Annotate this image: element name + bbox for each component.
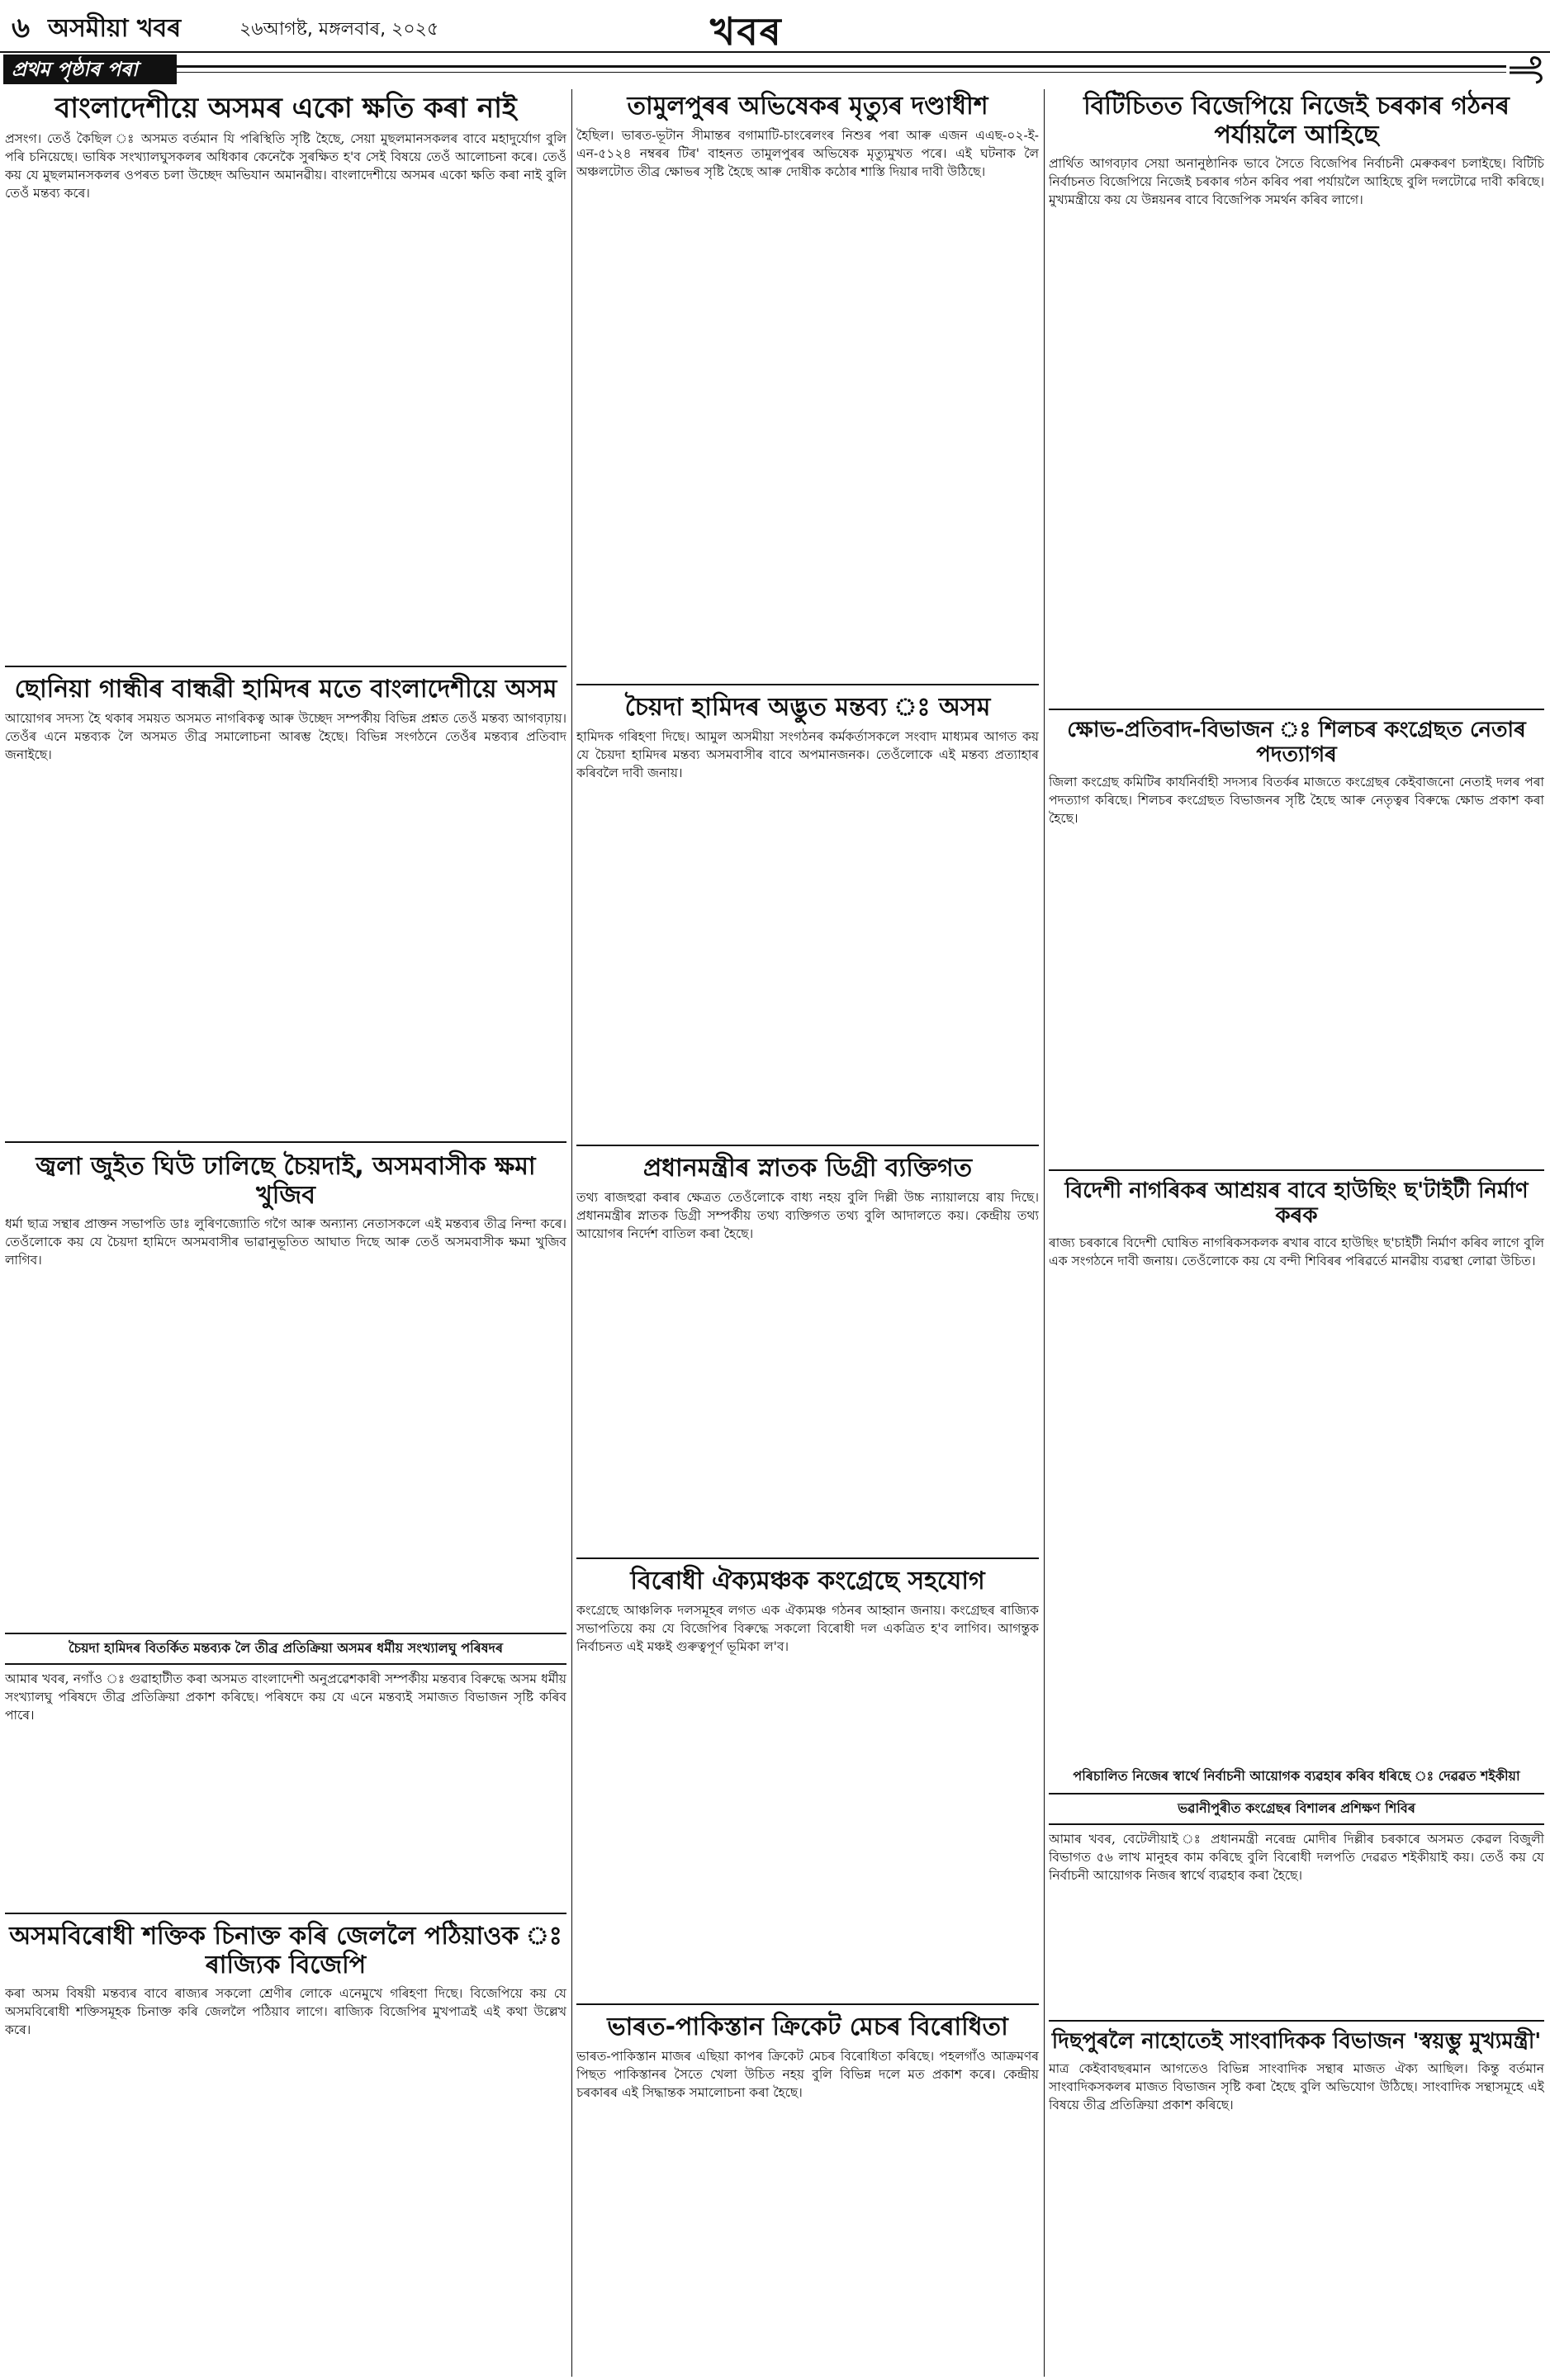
curled-arrow-icon [1508,55,1546,84]
article-opposition-unity [576,1564,1039,1994]
article-bangladeshi [5,89,566,659]
headline: বিটিচিতত বিজেপিয়ে নিজেই চৰকাৰ গঠনৰ পৰ্যায়লৈ আহিছে [1083,92,1510,149]
article-dispur-journalists [1049,2027,1544,2373]
headline: বিদেশী নাগৰিকৰ আশ্ৰয়ৰ বাবে হাউছিং ছ'টাইটী নিৰ্মাণ কৰক [1064,1178,1529,1228]
article-bjp [5,1919,566,2373]
band-rule [177,65,1506,68]
headline: ক্ষোভ-প্ৰতিবাদ-বিভাজন ঃ শিলচৰ কংগ্ৰেছত নেতাৰ পদত্যাগৰ [1067,718,1526,767]
kicker-headline: চৈয়দা হামিদৰ বিতৰ্কিত মন্তব্যক লৈ তীব্ৰ প্ৰতিক্ৰিয়া অসমৰ ধৰ্মীয় সংখ্যালঘু পৰিষদৰ [5,1633,566,1665]
article-body: জিলা কংগ্ৰেছ কমিটিৰ কাৰ্যনিৰ্বাহী সদস্যৰ বিতৰ্কৰ মাজতে কংগ্ৰেছৰ কেইবাজনো নেতাই দলৰ পৰা পদত্যাগ কৰিছে। শিলচৰ কংগ্ৰেছত বিভাজনৰ সৃষ্টি হৈছে আৰু নেতৃত্বৰ বিৰুদ্ধে ক্ষোভ প্ৰকাশ কৰা হৈছে। [1049,774,1544,826]
article-body: ৰাজ্য চৰকাৰে বিদেশী ঘোষিত নাগৰিকসকলক ৰখাৰ বাবে হাউছিং ছ'চাইটী নিৰ্মাণ কৰিব লাগে বুলি এক সংগঠনে দাবী জনায়। তেওঁলোকে কয় যে বন্দী শিবিৰৰ পৰিৱৰ্তে মানৱীয় ব্যৱস্থা লোৱা উচিত। [1049,1235,1544,1268]
divider [5,1913,566,1914]
column-2 [576,89,1039,2377]
article-body: আমাৰ খবৰ, বেটেলীয়াই ঃ প্ৰধানমন্ত্ৰী নৰেন্দ্ৰ মোদীৰ দিল্লীৰ চৰকাৰে অসমত কেৱল বিজুলী বিভাগত ৫৬ লাখ মানুহৰ কাম কৰিছে বুলি বিৰোধী দলপতি দেৱৱত শইকীয়াই কয়। তেওঁ কয় যে নিৰ্বাচনী আয়োগক নিজৰ স্বাৰ্থে ব্যৱহাৰ কৰা হৈছে। [1049,1831,1544,1883]
divider [576,684,1039,685]
headline: বিৰোধী ঐক্যমঞ্চক কংগ্ৰেছে সহযোগ [630,1567,985,1595]
headline: চৈয়দা হামিদৰ অদ্ভুত মন্তব্য ঃ অসম [624,693,991,722]
article-body: প্ৰসংগ। তেওঁ কৈছিল ঃ অসমত বৰ্তমান যি পৰিস্থিতি সৃষ্টি হৈছে, সেয়া মুছলমানসকলৰ বাবে মহাদুৰ্যোগ বুলি পৰি চনিয়েছে। ভাষিক সংখ্যালঘুসকলৰ অধিকাৰ কেনেকৈ সুৰক্ষিত হ'ব সেই বিষয়ে তেওঁ আলোচনা কৰে। তেওঁ কয় যে মুছলমানসকলৰ ওপৰত চলা উচ্ছেদ অভিযান অমানৱীয়। বাংলাদেশীয়ে অসমৰ একো ক্ষতি কৰা নাই বুলি তেওঁ মন্তব্য কৰে। [5,131,566,201]
newspaper-name: অসমীয়া খবৰ [48,14,182,43]
issue-date: ২৬আগষ্ট, মঙ্গলবাৰ, ২০২৫ [239,19,439,40]
page-body [0,89,1550,2380]
divider [576,1145,1039,1146]
article-body: হৈছিল। ভাৰত-ভূটান সীমান্তৰ বগামাটি-চাংৰেলংৰ নিশুৰ পৰা আৰু এজন এএছ-০২-ই-এন-৫১২৪ নম্বৰৰ টিৰ' বাহনত তামুলপুৰৰ অভিষেক মৃত্যুমুখত পৰে। এই ঘটনাক লৈ অঞ্চলটোত তীব্ৰ ক্ষোভৰ সৃষ্টি হৈছে আৰু দোষীক কঠোৰ শাস্তি দিয়াৰ দাবী উঠিছে। [576,127,1039,179]
divider [1049,2020,1544,2022]
article-body: প্ৰাৰ্থিত আগবঢ়াব সেয়া অনানুষ্ঠানিক ভাবে সৈতে বিজেপিৰ নিৰ্বাচনী মেৰুকৰণ চলাইছে। বিটিচি নিৰ্বাচনত বিজেপিয়ে নিজেই চৰকাৰ গঠন কৰিব পৰা পৰ্যায়লৈ আহিছে বুলি দলটোৱে দাবী কৰিছে। মুখ্যমন্ত্ৰীয়ে কয় যে উন্নয়নৰ বাবে বিজেপিক সমৰ্থন কৰিব লাগে। [1049,156,1544,207]
headline: অসমবিৰোধী শক্তিক চিনাক্ত কৰি জেললৈ পঠিয়াওক ঃ ৰাজ্যিক বিজেপি [9,1922,562,1979]
divider [5,1141,566,1143]
divider [576,2003,1039,2005]
divider [5,666,566,667]
article-body: ধৰ্মা ছাত্ৰ সন্থাৰ প্ৰাক্তন সভাপতি ডাঃ লুৰিণজ্যোতি গগৈ আৰু অন্যান্য নেতাসকলে এই মন্তব্যৰ তীব্ৰ নিন্দা কৰে। তেওঁলোকে কয় যে চৈয়দা হামিদে অসমবাসীৰ ভাৱানুভূতিত আঘাত দিছে আৰু তেওঁ অসমবাসীক ক্ষমা খুজিব লাগিব। [5,1216,566,1268]
continuation-label: প্ৰথম পৃষ্ঠাৰ পৰা [3,55,177,84]
band-rule-thin [177,72,1506,73]
article-btc-bjp [1049,89,1544,700]
page-number: ৬ [12,12,31,45]
headline: ছোনিয়া গান্ধীৰ বান্ধৱী হামিদৰ মতে বাংলাদেশীয়ে অসম [14,675,557,704]
headline: জ্বলা জুইত ঘিউ ঢালিছে চৈয়দাই, অসমবাসীক ক্ষমা খুজিব [36,1152,536,1210]
column-1 [5,89,566,2377]
article-cricket [576,2010,1039,2373]
headline: তামুলপুৰৰ অভিষেকৰ মৃত্যুৰ দণ্ডাধীশ [627,92,988,121]
section-title: খবৰ [710,9,783,54]
kicker-headline: ভৱানীপুৰীত কংগ্ৰেছৰ বিশালৰ প্ৰশিক্ষণ শিবিৰ [1049,1793,1544,1825]
article-pm-degree [576,1151,1039,1548]
article-body: কংগ্ৰেছে আঞ্চলিক দলসমূহৰ লগত এক ঐক্যমঞ্চ গঠনৰ আহ্বান জনায়। কংগ্ৰেছৰ ৰাজ্যিক সভাপতিয়ে কয় যে বিজেপিৰ বিৰুদ্ধে সকলো বিৰোধী দল একত্ৰিত হ'ব লাগিব। আগন্তুক নিৰ্বাচনত এই মঞ্চই গুৰুত্বপূৰ্ণ ভূমিকা ল'ব। [576,1602,1039,1654]
article-body: ভাৰত-পাকিস্তান মাজৰ এছিয়া কাপৰ ক্ৰিকেট মেচৰ বিৰোধিতা কৰিছে। পহলগাঁও আক্ৰমণৰ পিছত পাকিস্তানৰ সৈতে খেলা উচিত নহয় বুলি বিভিন্ন দলে মত প্ৰকাশ কৰে। কেন্দ্ৰীয় চৰকাৰৰ এই সিদ্ধান্তক সমালোচনা কৰা হৈছে। [576,2048,1039,2100]
divider [1049,709,1544,710]
masthead [0,0,1550,53]
article-jwala-jui [5,1150,566,1901]
article-sonia-gandhi [5,672,566,1135]
article-tamulpur [576,89,1039,676]
article-body: আমাৰ খবৰ, নগাঁও ঃ গুৱাহাটীত কৰা অসমত বাংলাদেশী অনুপ্ৰৱেশকাৰী সম্পৰ্কীয় মন্তব্যৰ বিৰুদ্ধে অসম ধৰ্মীয় সংখ্যালঘু পৰিষদে তীব্ৰ প্ৰতিক্ৰিয়া প্ৰকাশ কৰিছে। পৰিষদে কয় যে এনে মন্তব্যই সমাজত বিভাজন সৃষ্টি কৰিব পাৰে। [5,1671,566,1723]
headline: প্ৰধানমন্ত্ৰীৰ স্নাতক ডিগ্ৰী ব্যক্তিগত [642,1154,973,1183]
headline: দিছপুৰলৈ নাহোতেই সাংবাদিকক বিভাজন 'স্বয়ম্ভু মুখ্যমন্ত্ৰী' [1051,2029,1542,2054]
divider [1049,1169,1544,1171]
article-body: তথ্য ৰাজহুৱা কৰাৰ ক্ষেত্ৰত তেওঁলোকে বাধ্য নহয় বুলি দিল্লী উচ্চ ন্যায়ালয়ে ৰায় দিছে। প্ৰধানমন্ত্ৰীৰ স্নাতক ডিগ্ৰী সম্পৰ্কীয় তথ্য ব্যক্তিগত তথ্য বুলি আদালতে কয়। কেন্দ্ৰীয় তথ্য আয়োগৰ নিৰ্দেশ বাতিল কৰা হৈছে। [576,1189,1039,1241]
continuation-band [0,55,1550,84]
article-body: মাত্ৰ কেইবাবছৰমান আগতেও বিভিন্ন সাংবাদিক সন্থাৰ মাজত ঐক্য আছিল। কিন্তু বৰ্তমান সাংবাদিকসকলৰ মাজত বিভাজন সৃষ্টি কৰা হৈছে বুলি অভিযোগ উঠিছে। সাংবাদিক সন্থাসমূহে এই বিষয়ে তীব্ৰ প্ৰতিক্ৰিয়া প্ৰকাশ কৰিছে। [1049,2060,1544,2112]
column-3 [1049,89,1544,2377]
column-rule [1044,89,1045,2377]
headline: বাংলাদেশীয়ে অসমৰ একো ক্ষতি কৰা নাই [55,92,517,125]
article-body: কৰা অসম বিষয়ী মন্তব্যৰ বাবে ৰাজ্যৰ সকলো শ্ৰেণীৰ লোকে এনেমুখে গৰিহণা দিছে। বিজেপিয়ে কয় যে অসমবিৰোধী শক্তিসমূহক চিনাক্ত কৰি জেললৈ পঠিয়াব লাগে। ৰাজ্যিক বিজেপিৰ মুখপাত্ৰই এই কথা উল্লেখ কৰে। [5,1986,566,2037]
article-housing-society [1049,1176,1544,2002]
headline: ভাৰত-পাকিস্তান ক্ৰিকেট মেচৰ বিৰোধিতা [607,2013,1008,2041]
kicker-headline: পৰিচালিত নিজেৰ স্বাৰ্থে নিৰ্বাচনী আয়োগক ব্যৱহাৰ কৰিব ধৰিছে ঃ দেৱৱত শইকীয়া [1073,1767,1520,1784]
article-body: আয়োগৰ সদস্য হৈ থকাৰ সময়ত অসমত নাগৰিকত্ব আৰু উচ্ছেদ সম্পৰ্কীয় বিভিন্ন প্ৰশ্নত তেওঁ মন্তব্য আগবঢ়ায়। তেওঁৰ এনে মন্তব্যক লৈ অসমত তীব্ৰ সমালোচনা আৰম্ভ হৈছে। বিভিন্ন সংগঠনে তেওঁৰ মন্তব্যৰ প্ৰতিবাদ জনাইছে। [5,710,566,762]
divider [576,1557,1039,1559]
article-body: হামিদক গৰিহণা দিছে। আমুল অসমীয়া সংগঠনৰ কৰ্মকৰ্তাসকলে সংবাদ মাধ্যমৰ আগত কয় যে চৈয়দা হামিদৰ মন্তব্য অসমবাসীৰ বাবে অপমানজনক। তেওঁলোকে এই মন্তব্য প্ৰত্যাহাৰ কৰিবলৈ দাবী জনায়। [576,728,1039,780]
article-silchar-congress [1049,715,1544,1161]
column-rule [571,89,572,2377]
article-hamid-comment [576,690,1039,1136]
